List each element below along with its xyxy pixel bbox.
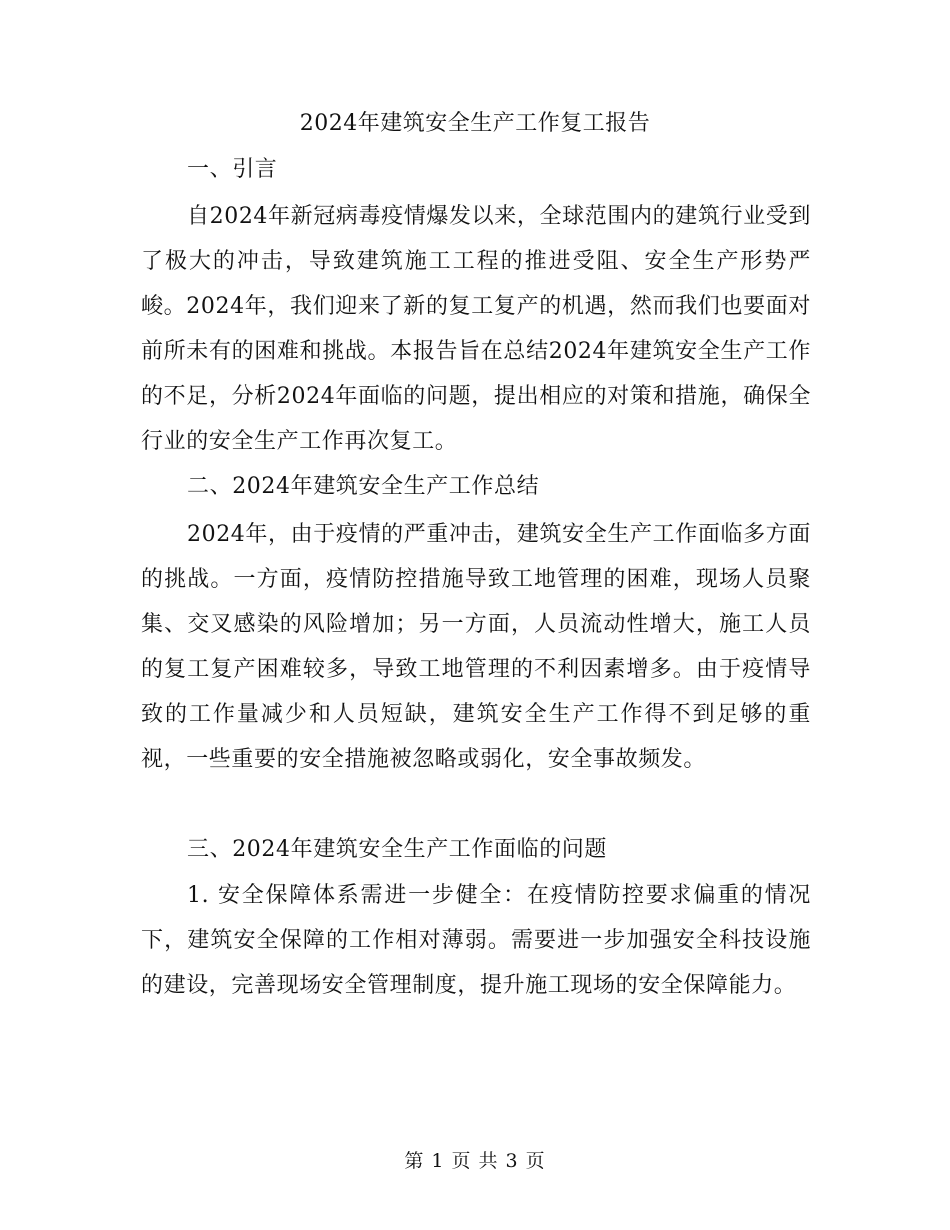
section-heading-problems: 三、2024年建筑安全生产工作面临的问题 (187, 837, 607, 862)
list-item-problem-1: 1. 安全保障体系需进一步健全：在疫情防控要求偏重的情况下，建筑安全保障的工作相对薄弱。需要进一步加强安全科技设施的建设，完善现场安全管理制度，提升施工现场的安全保障能力。 (141, 883, 811, 998)
document-title: 2024年建筑安全生产工作复工报告 (299, 111, 651, 136)
page-number-footer: 第 1 页 共 3 页 (404, 1150, 546, 1172)
section-heading-introduction: 一、引言 (187, 157, 278, 182)
section-heading-summary: 二、2024年建筑安全生产工作总结 (187, 474, 540, 499)
paragraph-introduction: 自2024年新冠病毒疫情爆发以来，全球范围内的建筑行业受到了极大的冲击，导致建筑施工工程的推进受阻、安全生产形势严峻。2024年，我们迎来了新的复工复产的机遇，然而我们也要面对前所未有的困难和挑战。本报告旨在总结2024年建筑安全生产工作的不足，分析2024年面临的问题，提出相应的对策和措施，确保全行业的安全生产工作再次复工。 (141, 204, 811, 454)
paragraph-summary: 2024年，由于疫情的严重冲击，建筑安全生产工作面临多方面的挑战。一方面，疫情防控措施导致工地管理的困难，现场人员聚集、交叉感染的风险增加；另一方面，人员流动性增大，施工人员的复工复产困难较多，导致工地管理的不利因素增多。由于疫情导致的工作量减少和人员短缺，建筑安全生产工作得不到足够的重视，一些重要的安全措施被忽略或弱化，安全事故频发。 (141, 522, 811, 772)
